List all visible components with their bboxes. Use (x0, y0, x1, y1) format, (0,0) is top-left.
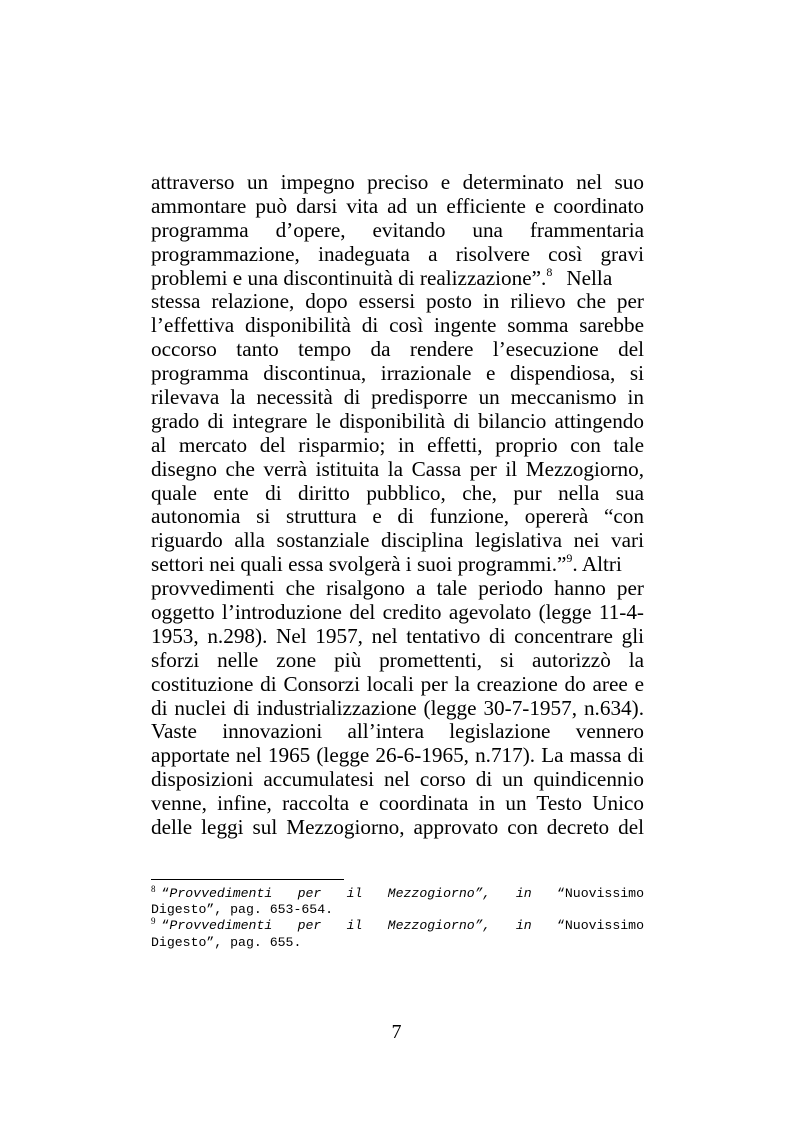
footnote-reference-8: 8 (546, 264, 553, 279)
text-line: occorso tanto tempo da rendere l’esecuzione del (151, 337, 644, 362)
text-line: stessa relazione, dopo essersi posto in rilievo che per (151, 289, 644, 314)
footnote-quote-mark: “ (161, 886, 170, 901)
text-line: riguardo alla sostanziale disciplina legislativa nei vari (151, 528, 644, 553)
footnote-9-line-2: Digesto”, pag. 655. (151, 934, 302, 950)
text-line: disegno che verrà istituita la Cassa per il Mezzogiorno, (151, 456, 644, 481)
footnote-source: “Nuovissimo (556, 918, 645, 934)
text-segment: Nella (566, 265, 613, 290)
footnote-source: “Nuovissimo (556, 886, 645, 901)
footnote-quote-mark: “ (161, 918, 170, 934)
body-text (151, 171, 644, 840)
footnote-in: in (515, 918, 532, 934)
text-line: autonomia si struttura e di funzione, opererà “con (151, 504, 644, 529)
text-line: attraverso un impegno preciso e determinato nel suo (151, 170, 644, 194)
footnotes (151, 886, 644, 951)
footnote-title: Provvedimenti per il Mezzogiorno”, (169, 918, 491, 934)
footnote-8-line-2: Digesto”, pag. 653-654. (151, 902, 334, 918)
text-segment: problemi e una discontinuità di realizzazione”. (151, 265, 547, 290)
text-segment: . Altri (572, 552, 622, 577)
text-line: sforzi nelle zone più promettenti, si autorizzò la (151, 647, 644, 672)
footnote-number: 9 (151, 916, 156, 927)
footnote-reference-9: 9 (566, 551, 573, 566)
text-line: oggetto l’introduzione del credito agevolato (legge 11-4- (151, 600, 644, 625)
footnote-9-line-1 (151, 918, 644, 934)
text-line: provvedimenti che risalgono a tale periodo hanno per (151, 576, 644, 601)
text-line: 1953, n.298). Nel 1957, nel tentativo di concentrare gli (151, 623, 644, 648)
text-line: disposizioni accumulatesi nel corso di un quindicennio (151, 767, 644, 792)
text-line: di nuclei di industrializzazione (legge 30-7-1957, n.634). (151, 695, 644, 720)
text-line: programma discontinua, irrazionale e dispendiosa, si (151, 361, 644, 386)
text-segment: settori nei quali essa svolgerà i suoi programmi.” (151, 552, 567, 577)
text-line: l’effettiva disponibilità di così ingente somma sarebbe (151, 313, 644, 338)
footnote-separator (151, 879, 344, 880)
text-line: quale ente di diritto pubblico, che, pur nella sua (151, 480, 644, 505)
text-line: al mercato del risparmio; in effetti, proprio con tale (151, 432, 644, 457)
footnote-number: 8 (151, 884, 156, 894)
text-line (151, 553, 644, 577)
text-line: rilevava la necessità di predisporre un meccanismo in (151, 385, 644, 410)
text-line: grado di integrare le disponibilità di bilancio attingendo (151, 408, 644, 433)
page-number: 7 (391, 1021, 402, 1043)
text-line: costituzione di Consorzi locali per la creazione do aree e (151, 671, 644, 696)
footnote-title: Provvedimenti per il Mezzogiorno”, (169, 886, 491, 901)
footnote-in: in (515, 886, 532, 901)
text-line: venne, infine, raccolta e coordinata in un Testo Unico (151, 791, 644, 816)
text-line: programma d’opere, evitando una frammentaria (151, 217, 644, 242)
text-line: ammontare può darsi vita ad un efficiente e coordinato (151, 193, 644, 218)
text-line: delle leggi sul Mezzogiorno, approvato con decreto del (151, 815, 644, 840)
text-line: Vaste innovazioni all’intera legislazione vennero (151, 719, 644, 744)
text-line (151, 264, 644, 291)
footnote-8-line-1 (151, 886, 644, 902)
text-line: apportate nel 1965 (legge 26-6-1965, n.717). La massa di (151, 743, 644, 768)
text-line: programmazione, inadeguata a risolvere così gravi (151, 241, 644, 266)
